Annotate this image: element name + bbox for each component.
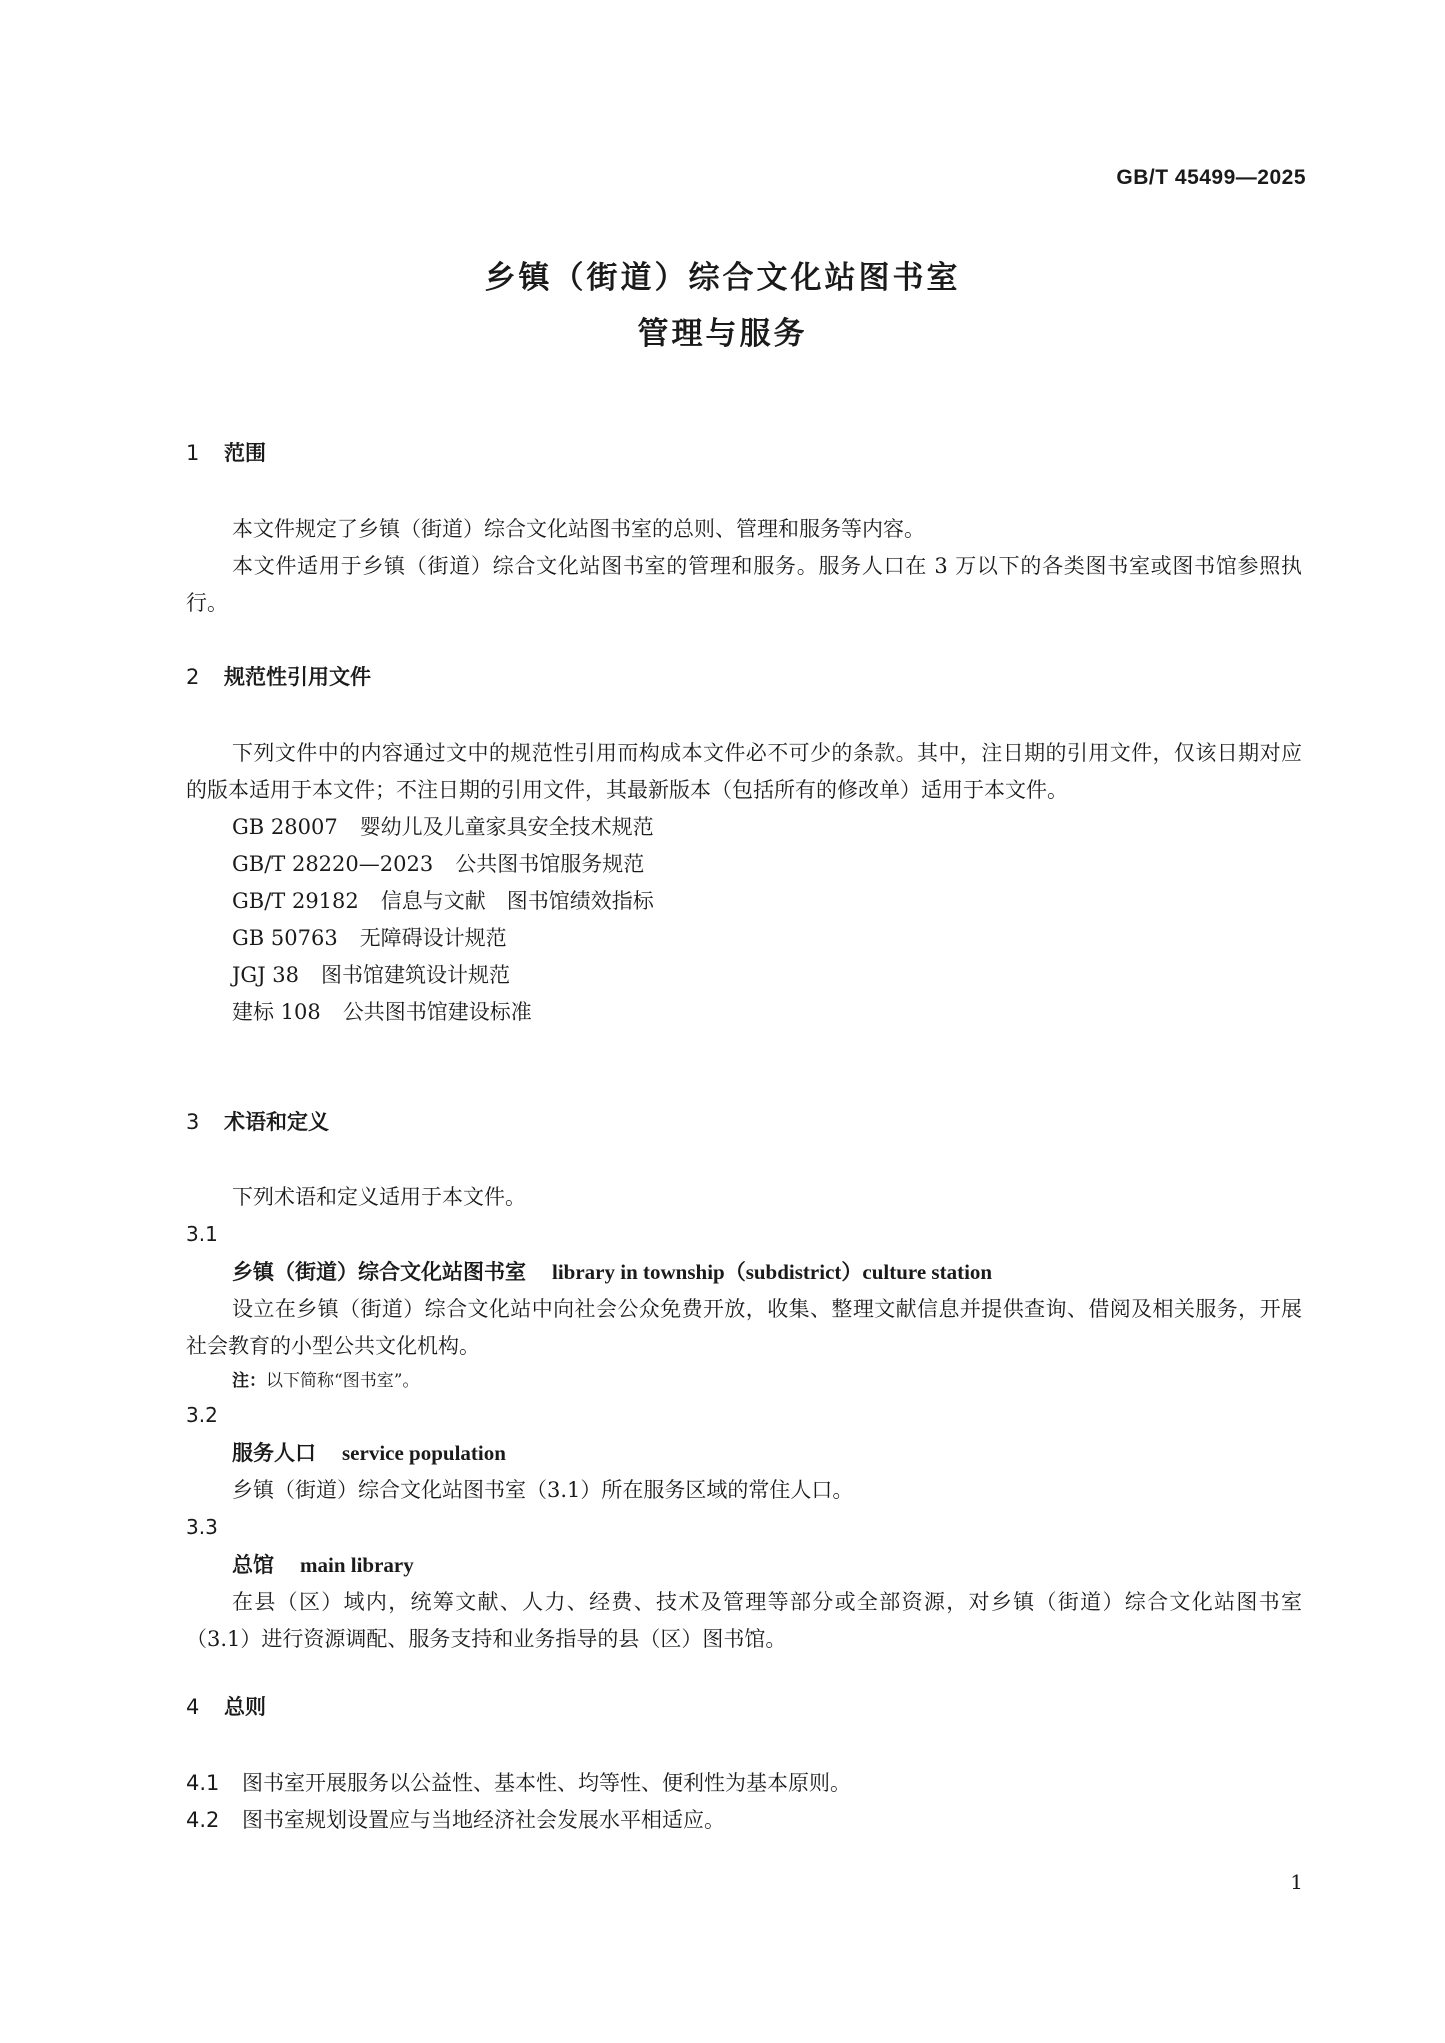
- reference-item: [186, 920, 1302, 957]
- term-zh: 乡镇（街道）综合文化站图书室: [232, 1260, 526, 1284]
- reference-item: [186, 809, 1302, 846]
- clause-number: 4.2: [186, 1808, 220, 1832]
- section-1: [186, 437, 1302, 467]
- reference-title: 公共图书馆服务规范: [455, 852, 645, 876]
- section-1-body: [186, 511, 1302, 622]
- section-3: [186, 1106, 1302, 1136]
- reference-title: 图书馆建筑设计规范: [321, 963, 511, 987]
- term-note: [186, 1365, 1302, 1397]
- reference-code: GB/T 29182: [232, 889, 359, 913]
- reference-code: GB 50763: [232, 926, 338, 950]
- reference-title: 无障碍设计规范: [359, 926, 507, 950]
- reference-code: GB 28007: [232, 815, 338, 839]
- standard-code: GB/T 45499—2025: [1116, 166, 1306, 189]
- paragraph: 本文件规定了乡镇（街道）综合文化站图书室的总则、管理和服务等内容。: [232, 517, 925, 541]
- reference-item: [186, 957, 1302, 994]
- section-1-heading: [186, 437, 1302, 467]
- term-en: main library: [300, 1553, 414, 1577]
- term-zh: 总馆: [232, 1553, 274, 1577]
- title-line-1: 乡镇（街道）综合文化站图书室: [484, 260, 961, 296]
- section-2-heading: [186, 661, 1302, 691]
- section-number: 2: [186, 665, 200, 689]
- clause: [186, 1802, 1302, 1839]
- section-title: 范围: [224, 441, 266, 465]
- paragraph: 本文件适用于乡镇（街道）综合文化站图书室的管理和服务。服务人口在 3 万以下的各类图书室或图书馆参照执行。: [186, 554, 1302, 615]
- paragraph: 下列术语和定义适用于本文件。: [232, 1185, 526, 1209]
- section-3-heading: [186, 1106, 1302, 1136]
- reference-title: 公共图书馆建设标准: [342, 1000, 532, 1024]
- reference-item: [186, 883, 1302, 920]
- section-4-body: [186, 1765, 1302, 1839]
- term-number: 3.1: [186, 1222, 218, 1246]
- reference-item: [186, 846, 1302, 883]
- term-number: 3.2: [186, 1403, 218, 1427]
- reference-title: 信息与文献 图书馆绩效指标: [380, 889, 654, 913]
- section-4-heading: [186, 1691, 1302, 1721]
- reference-code: GB/T 28220—2023: [232, 852, 434, 876]
- clause: [186, 1765, 1302, 1802]
- clause-number: 4.1: [186, 1771, 220, 1795]
- reference-title: 婴幼儿及儿童家具安全技术规范: [359, 815, 654, 839]
- section-2-body: [186, 735, 1302, 1031]
- note-text: 以下简称“图书室”。: [266, 1371, 420, 1391]
- section-title: 规范性引用文件: [224, 665, 371, 689]
- term-en: library in township（subdistrict）culture station: [552, 1260, 993, 1284]
- term-definition: 乡镇（街道）综合文化站图书室（3.1）所在服务区域的常住人口。: [232, 1478, 854, 1502]
- term-zh: 服务人口: [232, 1441, 316, 1465]
- reference-item: [186, 994, 1302, 1031]
- section-number: 3: [186, 1110, 200, 1134]
- term-heading: [186, 1253, 1302, 1291]
- term-definition: 设立在乡镇（街道）综合文化站中向社会公众免费开放，收集、整理文献信息并提供查询、借阅及相关服务，开展社会教育的小型公共文化机构。: [186, 1297, 1302, 1358]
- section-title: 术语和定义: [224, 1110, 329, 1134]
- term-heading: [186, 1546, 1302, 1584]
- term-definition: 在县（区）域内，统筹文献、人力、经费、技术及管理等部分或全部资源，对乡镇（街道）综合文化站图书室（3.1）进行资源调配、服务支持和业务指导的县（区）图书馆。: [186, 1590, 1302, 1651]
- section-3-body: [186, 1179, 1302, 1658]
- section-title: 总则: [224, 1695, 266, 1719]
- clause-text: 图书室开展服务以公益性、基本性、均等性、便利性为基本原则。: [242, 1771, 851, 1795]
- term-number: 3.3: [186, 1515, 218, 1539]
- reference-code: 建标 108: [232, 1000, 321, 1024]
- term-heading: [186, 1434, 1302, 1472]
- reference-code: JGJ 38: [232, 963, 300, 987]
- clause-text: 图书室规划设置应与当地经济社会发展水平相适应。: [242, 1808, 725, 1832]
- section-4: [186, 1691, 1302, 1721]
- section-2: [186, 661, 1302, 691]
- note-label: 注：: [232, 1371, 266, 1391]
- term-en: service population: [342, 1441, 506, 1465]
- document-title: [0, 250, 1445, 362]
- title-line-2: 管理与服务: [637, 316, 808, 352]
- page-number: 1: [1290, 1870, 1303, 1894]
- paragraph: 下列文件中的内容通过文中的规范性引用而构成本文件必不可少的条款。其中，注日期的引用文件，仅该日期对应的版本适用于本文件；不注日期的引用文件，其最新版本（包括所有的修改单）适用于本文件。: [186, 741, 1302, 802]
- section-number: 1: [186, 441, 200, 465]
- section-number: 4: [186, 1695, 200, 1719]
